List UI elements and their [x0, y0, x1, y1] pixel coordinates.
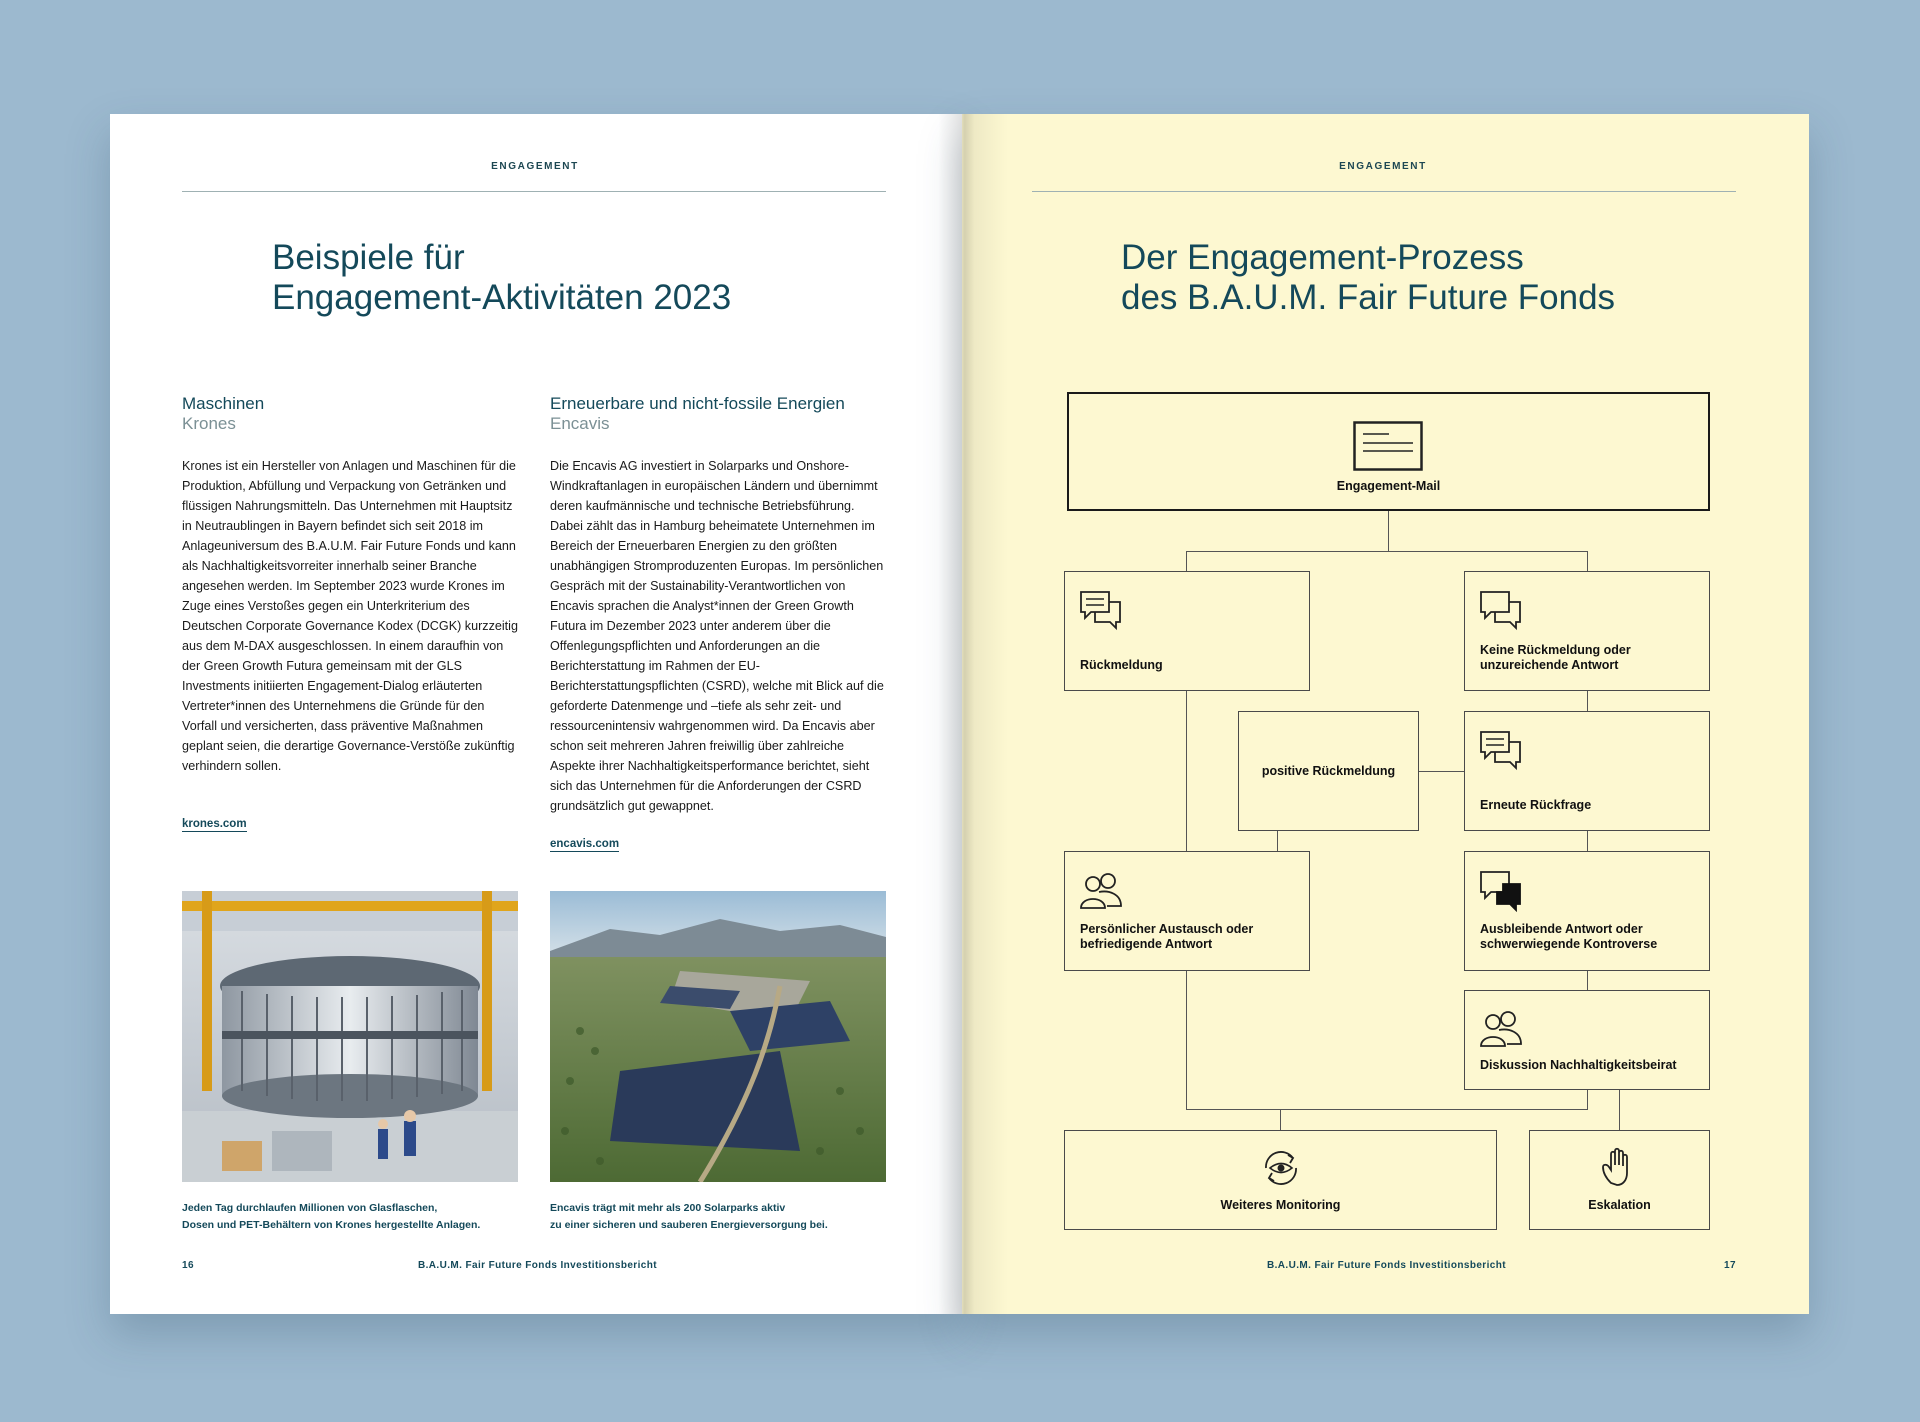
connector [1388, 510, 1389, 552]
positive-rueckmeldung-label: positive Rückmeldung [1261, 764, 1396, 778]
left-footer-title: B.A.U.M. Fair Future Fonds Investitionsbericht [418, 1260, 657, 1271]
stop-hand-icon [1599, 1147, 1639, 1189]
chat-bubbles-icon [1079, 590, 1123, 632]
connector [1186, 551, 1588, 552]
diskussion-label: Diskussion Nachhaltigkeitsbeirat [1480, 1058, 1677, 1072]
left-page-number: 16 [182, 1260, 194, 1271]
col1-heading: Maschinen [182, 394, 265, 413]
right-section-label: ENGAGEMENT [1339, 161, 1427, 172]
chat-bubbles-icon [1479, 730, 1523, 772]
col2-body: Die Encavis AG investiert in Solarparks und Onshore-Windkraftanlagen in europäischen Ländern und übernimmt deren kaufmännische und technische Betriebsführung. Dabei zählt das in Hamburg beheimatete Unternehmen im Bereich der Erneuerbaren Energien zu den größten unabhängigen Stromproduzenten Europas. Im persönlichen Gespräch mit der Sustainability-Verantwortlichen von Encavis sprachen die Analyst*innen der Green Growth Futura im Dezember 2023 unter anderem über die Offenlegungspflichten und Anforderungen an die Berichterstattung im Rahmen der EU-Berichterstattungspflichten (CSRD), welche mit Blick auf die geforderte Datenmenge und –tiefe als sehr zeit- und ressourcenintensiv wahrgenommen wird. Da Encavis aber schon seit mehreren Jahren freiwillig über zahlreiche Aspekte ihrer Nachhaltigkeitsperformance berichtet, sieht sich das Unternehmen für die Anforderungen der CSRD grundsätzlich gut gewappnet. [550, 459, 884, 813]
connector [1186, 970, 1187, 1110]
chat-bubbles-filled-icon [1479, 870, 1523, 912]
connector [1280, 1109, 1281, 1130]
keine-rueckmeldung-label: Keine Rückmeldung oder unzureichende Antwort [1480, 643, 1631, 672]
left-page-title: Beispiele für Engagement-Aktivitäten 2023 [272, 238, 732, 317]
right-page-title: Der Engagement-Prozess des B.A.U.M. Fair Future Fonds [1121, 238, 1616, 317]
envelope-icon [1353, 421, 1423, 471]
connector [1186, 690, 1187, 851]
krones-factory-photo [182, 891, 518, 1182]
connector [1587, 690, 1588, 712]
persoenlicher-austausch-label: Persönlicher Austausch oder befriedigende Antwort [1080, 922, 1254, 951]
krones-caption: Jeden Tag durchlaufen Millionen von Glasflaschen, Dosen und PET-Behältern von Krones hergestellte Anlagen. [182, 1202, 481, 1231]
people-icon [1479, 1008, 1523, 1050]
rueckmeldung-label: Rückmeldung [1080, 658, 1163, 672]
left-section-label: ENGAGEMENT [491, 161, 579, 172]
eye-cycle-icon [1260, 1147, 1302, 1189]
krones-link[interactable]: krones.com [182, 818, 247, 830]
connector [1587, 830, 1588, 851]
connector [1587, 970, 1588, 991]
encavis-link[interactable]: encavis.com [550, 838, 620, 850]
chat-bubbles-icon [1479, 590, 1523, 632]
connector [1587, 551, 1588, 572]
right-page-number: 17 [1724, 1260, 1736, 1271]
col1-company: Krones [182, 414, 236, 433]
connector [1277, 830, 1278, 851]
connector [1418, 771, 1464, 772]
ausbleibende-antwort-label: Ausbleibende Antwort oder schwerwiegende Kontroverse [1480, 922, 1658, 951]
people-icon [1079, 870, 1123, 912]
eskalation-label: Eskalation [1588, 1198, 1651, 1212]
monitoring-label: Weiteres Monitoring [1220, 1198, 1341, 1212]
right-footer-title: B.A.U.M. Fair Future Fonds Investitionsbericht [1267, 1260, 1506, 1271]
encavis-solar-park-photo [550, 891, 886, 1182]
engagement-mail-label: Engagement-Mail [1336, 479, 1441, 493]
col1-body: Krones ist ein Hersteller von Anlagen und Maschinen für die Produktion, Abfüllung und Verpackung von Getränken und flüssigen Nahrungsmitteln. Das Unternehmen mit Hauptsitz in Neutraublingen in Bayern befindet sich seit 2018 im Anlageuniversum des B.A.U.M. Fair Future Fonds und kann als Nachhaltigkeitsvorreiter innerhalb seiner Branche angesehen werden. Im September 2023 wurde Krones im Zuge eines Verstoßes gegen ein Unterkriterium des Deutschen Corporate Governance Kodex (DCGK) kurzzeitig aus dem M-DAX ausgeschlossen. In einem daraufhin von der Green Growth Futura gemeinsam mit der GLS Investments initiierten Engagement-Dialog erläuterten Vertreter*innen des Unternehmens die Gründe für den Vorfall und versicherten, dass präventive Maßnahmen geplant seien, die derartige Governance-Verstöße zukünftig verhindern sollen. [182, 459, 518, 773]
encavis-caption: Encavis trägt mit mehr als 200 Solarparks aktiv zu einer sicheren und sauberen Energieversorgung bei. [550, 1202, 828, 1231]
col2-heading: Erneuerbare und nicht-fossile Energien [550, 394, 845, 413]
erneute-rueckfrage-label: Erneute Rückfrage [1480, 798, 1592, 812]
connector [1186, 1109, 1588, 1110]
left-header-rule [182, 191, 886, 192]
connector [1587, 1089, 1588, 1110]
col2-company: Encavis [550, 414, 610, 433]
connector [1619, 1089, 1620, 1130]
right-header-rule [1032, 191, 1736, 192]
connector [1186, 551, 1187, 572]
